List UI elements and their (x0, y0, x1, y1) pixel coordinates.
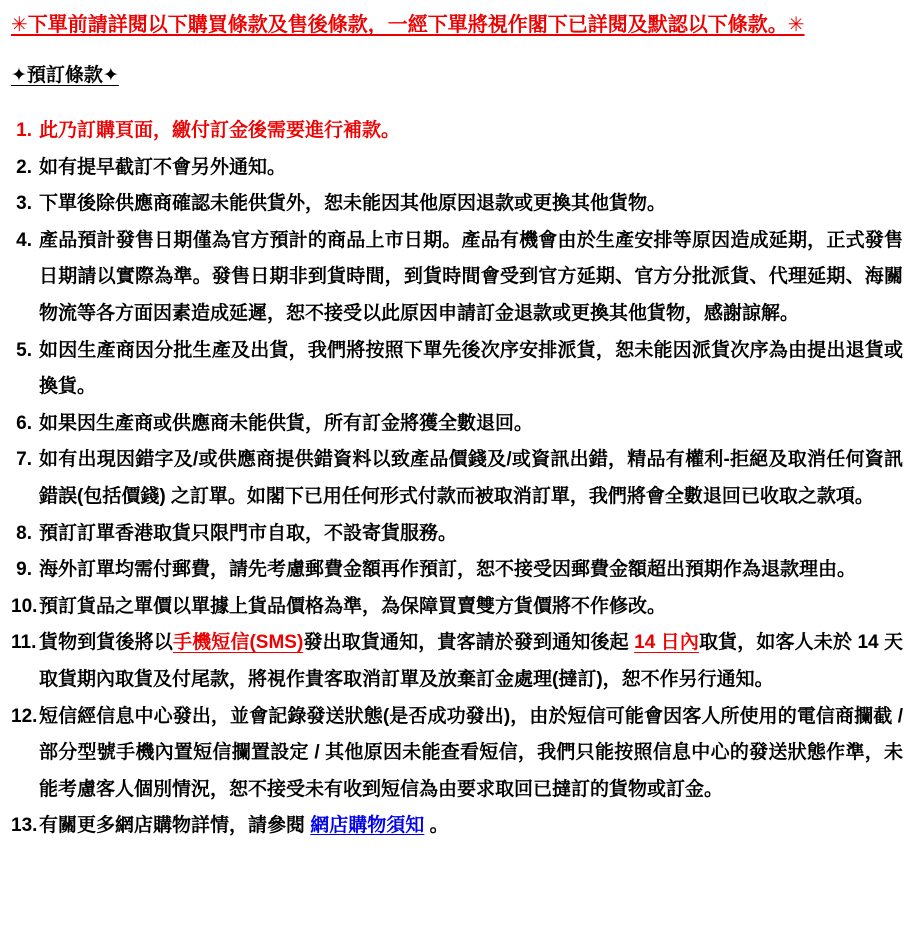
term-item-10 (11, 589, 903, 626)
term-text: 取貨，如客人未於 14 天取貨期內取貨及付尾款，將視作貴客取消訂單及放棄訂金處理(撻訂)，恕不作另行通知。 (39, 632, 903, 690)
term-number: 4. (16, 229, 32, 251)
terms-list (11, 113, 903, 845)
term-number: 9. (16, 559, 32, 581)
term-item-12 (11, 699, 903, 809)
term-text-red: 此乃訂購頁面，繳付訂金後需要進行補款。 (39, 120, 401, 141)
term-text: 如有提早截訂不會另外通知。 (39, 156, 287, 178)
term-item-3 (11, 186, 903, 223)
term-text: 。 (424, 815, 449, 837)
term-text: 如果因生產商或供應商未能供貨，所有訂金將獲全數退回。 (39, 412, 534, 434)
term-number: 11. (11, 632, 37, 654)
term-text: 貨物到貨後將以 (39, 632, 173, 654)
term-item-6 (11, 406, 903, 443)
term-item-8 (11, 516, 903, 553)
term-text: 發出取貨通知，貴客請於發到通知後起 (303, 632, 635, 654)
term-text: 預訂貨品之單價以單據上貨品價格為準，為保障買賣雙方貨價將不作修改。 (39, 595, 667, 617)
term-text: 有關更多網店購物詳情，請參閱 (39, 815, 311, 837)
term-item-5 (11, 333, 903, 406)
highlighted-term-text: 14 日內 (634, 632, 699, 654)
section-title-row (11, 65, 903, 88)
term-number: 5. (16, 339, 32, 361)
term-text: 產品預計發售日期僅為官方預計的商品上市日期。產品有機會由於生產安排等原因造成延期，正式發售日期請以實際為準。發售日期非到貨時間，到貨時間會受到官方延期、官方分批派貨、代理延期、海關物流等各方面因素造成延遲，恕不接受以此原因申請訂金退款或更換其他貨物，感謝諒解。 (39, 229, 903, 324)
term-item-9 (11, 552, 903, 589)
term-number: 7. (16, 449, 32, 471)
term-number: 6. (16, 412, 32, 434)
term-number: 2. (16, 156, 32, 178)
term-number: 10. (11, 595, 38, 617)
term-item-7 (11, 442, 903, 515)
term-text: 短信經信息中心發出，並會記錄發送狀態(是否成功發出)，由於短信可能會因客人所使用的電信商攔截 / 部分型號手機內置短信攔置設定 / 其他原因未能查看短信，我們只能按照信息中心的發送狀態作準，未能考慮客人個別情況，恕不接受未有收到短信為由要求取回已撻訂的貨物或訂金。 (39, 705, 903, 800)
term-item-13 (11, 808, 903, 845)
highlighted-term-text: 手機短信(SMS) (172, 632, 304, 654)
term-number: 8. (16, 522, 32, 544)
term-item-4 (11, 223, 903, 333)
pre-order-warning-banner: ✳下單前請詳閱以下購買條款及售後條款，一經下單將視作閣下已詳閱及默認以下條款。✳ (11, 14, 805, 36)
term-number: 1. (16, 120, 32, 141)
term-number: 3. (16, 193, 32, 215)
term-text: 海外訂單均需付郵費，請先考慮郵費金額再作預訂，恕不接受因郵費金額超出預期作為退款理由。 (39, 559, 857, 581)
term-number: 13. (11, 815, 38, 837)
term-item-11 (11, 625, 903, 698)
section-title: ✦預訂條款✦ (11, 65, 119, 86)
term-text: 下單後除供應商確認未能供貨外，恕未能因其他原因退款或更換其他貨物。 (39, 193, 667, 215)
term-text: 預訂訂單香港取貨只限門市自取，不設寄貨服務。 (39, 522, 458, 544)
store-shopping-guide-link[interactable]: 網店購物須知 (310, 815, 425, 837)
term-text: 如因生產商因分批生產及出貨，我們將按照下單先後次序安排派貨，恕未能因派貨次序為由提出退貨或換貨。 (39, 339, 903, 398)
term-number: 12. (11, 705, 38, 727)
term-item-2 (11, 150, 903, 187)
term-item-1 (11, 113, 903, 150)
term-text: 如有出現因錯字及/或供應商提供錯資料以致產品價錢及/或資訊出錯，精品有權利-拒絕及取消任何資訊錯誤(包括價錢) 之訂單。如閣下已用任何形式付款而被取消訂單，我們將會全數退回已收取之款項。 (39, 449, 903, 507)
